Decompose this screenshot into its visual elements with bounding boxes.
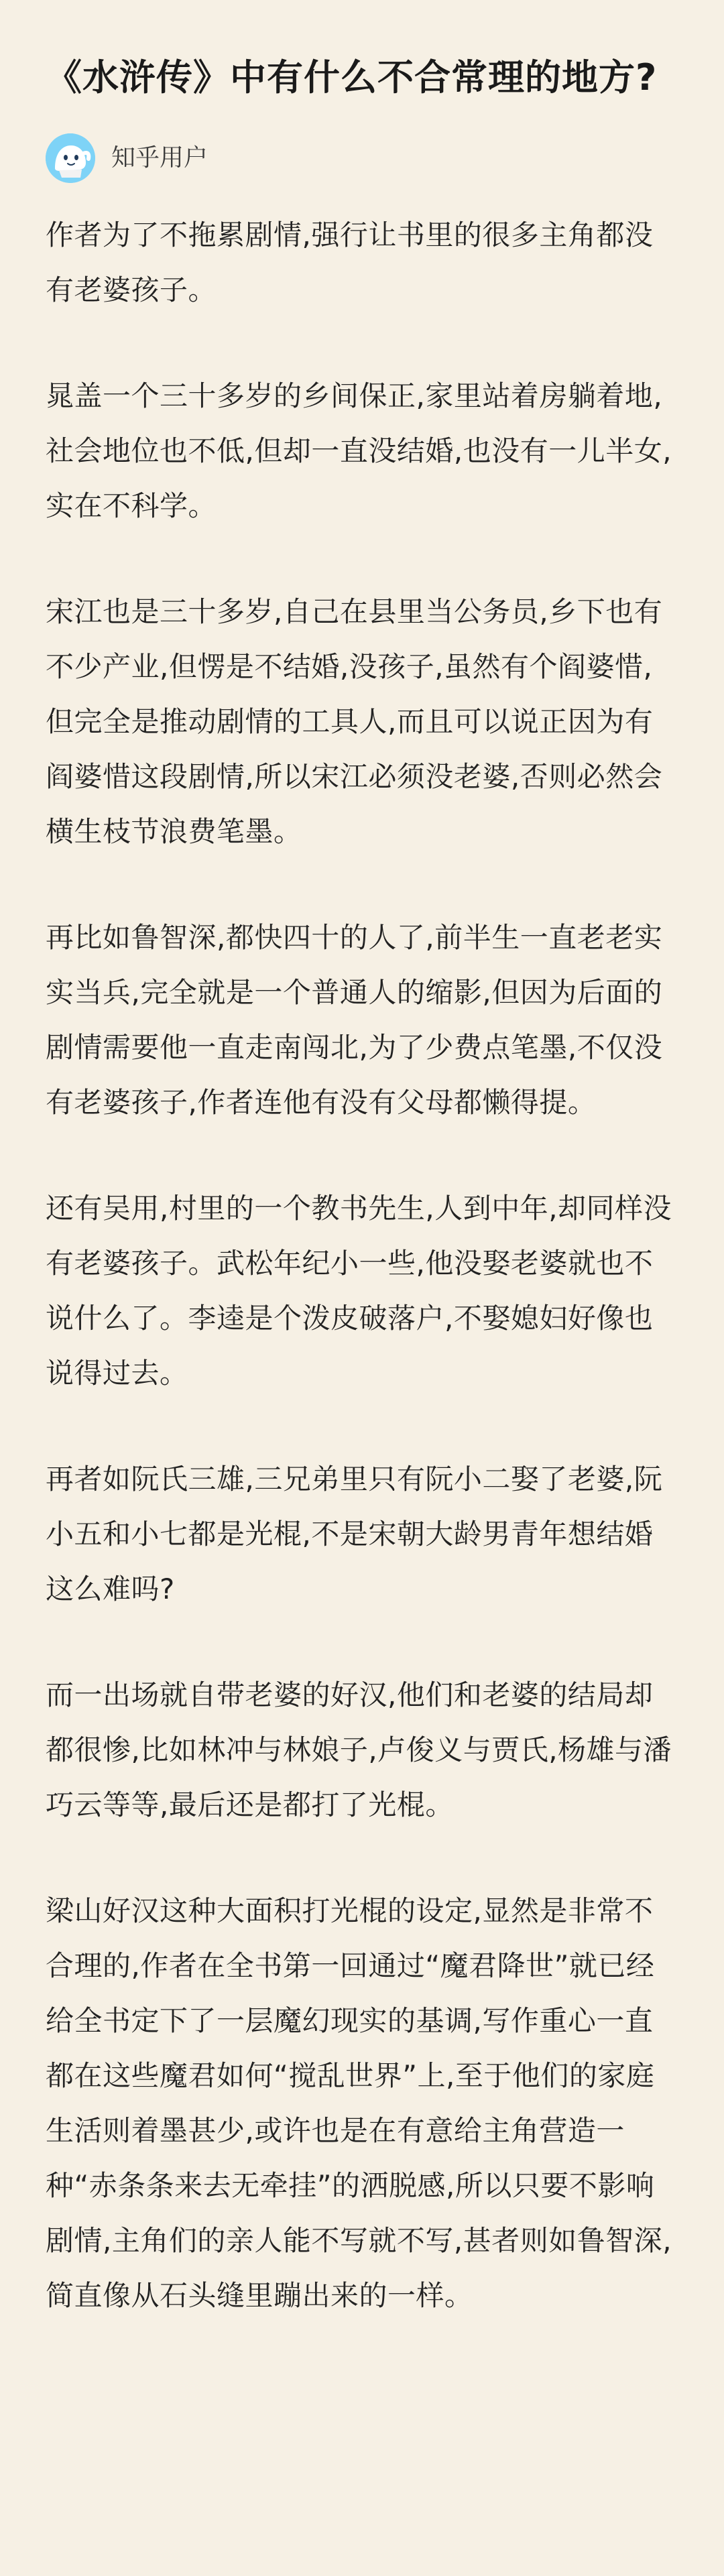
question-title[interactable]: 《水浒传》中有什么不合常理的地方? <box>46 56 658 99</box>
answer-paragraph: 梁山好汉这种大面积打光棍的设定,显然是非常不合理的,作者在全书第一回通过“魔君降世”就已经给全书定下了一层魔幻现实的基调,写作重心一直都在这些魔君如何“搅乱世界”上,至于他们的家庭生活则着墨甚少,或许也是在有意给主角营造一种“赤条条来去无牵挂”的洒脱感,所以只要不影响剧情,主角们的亲人能不写就不写,甚者则如鲁智深,简直像从石头缝里蹦出来的一样。 <box>46 1894 672 2312</box>
zhihu-default-avatar-icon[interactable] <box>46 133 95 183</box>
answer-paragraph: 作者为了不拖累剧情,强行让书里的很多主角都没有老婆孩子。 <box>46 219 654 306</box>
answer-paragraph: 还有吴用,村里的一个教书先生,人到中年,却同样没有老婆孩子。武松年纪小一些,他没娶老婆就也不说什么了。李逵是个泼皮破落户,不娶媳妇好像也说得过去。 <box>46 1192 672 1390</box>
author-row[interactable] <box>46 131 678 185</box>
answer-paragraph: 而一出场就自带老婆的好汉,他们和老婆的结局却都很惨,比如林冲与林娘子,卢俊义与贾氏,杨雄与潘巧云等等,最后还是都打了光棍。 <box>46 1678 672 1821</box>
answer-content <box>46 208 678 2323</box>
answer-paragraph: 再比如鲁智深,都快四十的人了,前半生一直老老实实当兵,完全就是一个普通人的缩影,但因为后面的剧情需要他一直走南闯北,为了少费点笔墨,不仅没有老婆孩子,作者连他有没有父母都懒得提。 <box>46 921 663 1119</box>
avatar-illustration <box>46 133 95 183</box>
answer-paragraph: 晁盖一个三十多岁的乡间保正,家里站着房躺着地,社会地位也不低,但却一直没结婚,也没有一儿半女,实在不科学。 <box>46 379 672 522</box>
answer-paragraph: 宋江也是三十多岁,自己在县里当公务员,乡下也有不少产业,但愣是不结婚,没孩子,虽然有个阎婆惜,但完全是推动剧情的工具人,而且可以说正因为有阎婆惜这段剧情,所以宋江必须没老婆,否则必然会横生枝节浪费笔墨。 <box>46 595 663 848</box>
author-name[interactable]: 知乎用户 <box>111 144 208 172</box>
answer-paragraph: 再者如阮氏三雄,三兄弟里只有阮小二娶了老婆,阮小五和小七都是光棍,不是宋朝大龄男青年想结婚这么难吗? <box>46 1463 663 1605</box>
